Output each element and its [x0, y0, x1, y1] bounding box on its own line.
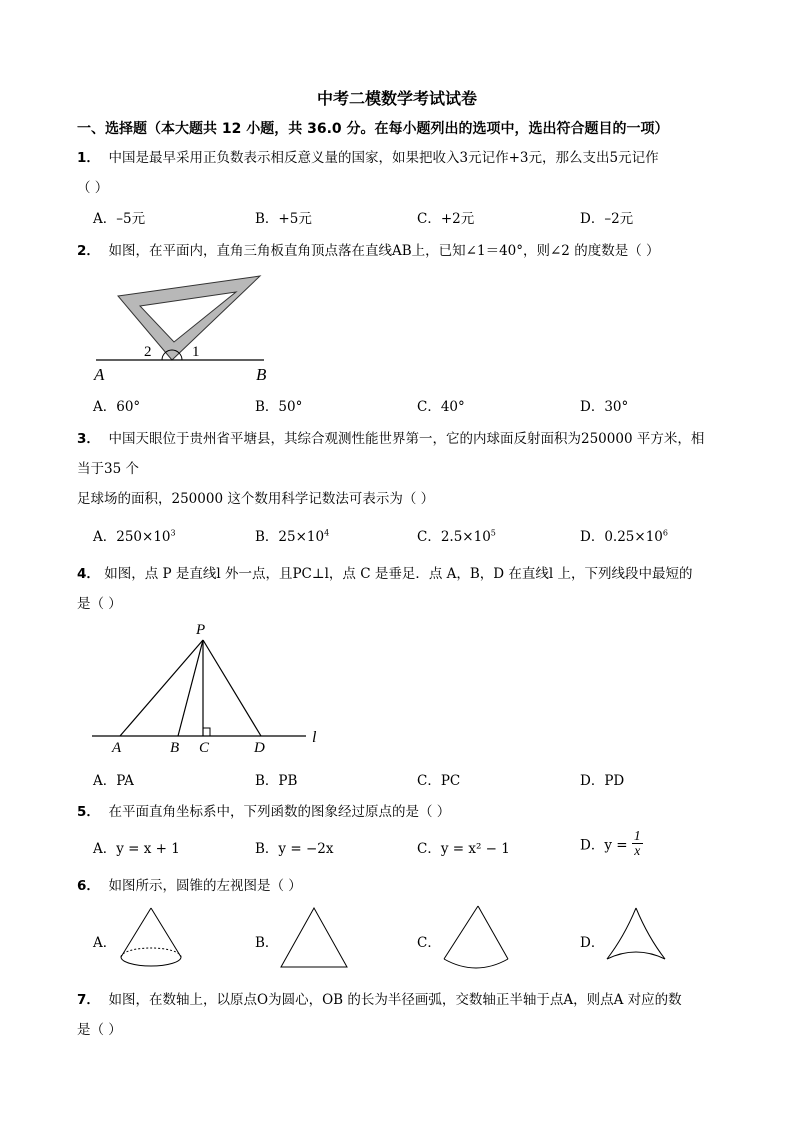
page-title: 中考二模数学考试试卷 [316, 89, 477, 108]
option-b[interactable]: B．$25\times 10^4$ [255, 528, 330, 545]
question-4-line2: 是（ ） [77, 596, 122, 612]
question-number: 6． [77, 878, 100, 894]
point-a-label: A [112, 740, 122, 756]
point-a-label: A [94, 365, 105, 384]
question-text: 中国天眼位于贵州省平塘县，其综合观测性能世界第一，它的内球面反射面积为250000 平方米，相 [108, 431, 705, 447]
option-a[interactable]: A． [93, 935, 117, 951]
sector-convex-icon[interactable] [440, 903, 512, 973]
perpendicular-figure [88, 618, 328, 758]
angle-2-label: 2 [144, 344, 152, 360]
point-b-label: B [170, 740, 180, 756]
option-d[interactable]: D． [580, 935, 605, 951]
point-p-label: P [196, 622, 206, 638]
right-angle-mark [203, 728, 210, 736]
option-c[interactable]: C．PC [417, 773, 461, 789]
fraction-1-over-x: $\frac{1}{x}$ [633, 828, 641, 858]
option-c[interactable]: C．+2元 [417, 211, 475, 227]
option-c[interactable]: C．40° [417, 399, 465, 415]
question-5 [77, 800, 450, 820]
question-number: 3． [77, 431, 100, 447]
question-number: 2． [77, 243, 100, 259]
question-3-line3: 足球场的面积，250000 这个数用科学记数法可表示为（ ） [77, 491, 435, 507]
question-3 [77, 427, 704, 447]
option-b[interactable]: B．PB [255, 773, 298, 789]
option-c[interactable]: C．$2.5\times 10^5$ [417, 528, 496, 545]
option-b[interactable]: B．50° [255, 399, 303, 415]
question-1 [77, 146, 659, 166]
point-d-label: D [254, 740, 265, 756]
question-number: 4． [77, 566, 100, 582]
option-c[interactable]: C．y = x² − 1 [417, 841, 510, 857]
question-text: 如图，点 P 是直线l 外一点，且PC⊥l，点 C 是垂足．点 A，B，D 在直线l 上，下列线段中最短的 [104, 566, 693, 582]
option-d[interactable]: D．30° [580, 399, 629, 415]
option-b[interactable]: B． [255, 935, 279, 951]
cone-3d-icon[interactable] [117, 905, 185, 971]
angle-1-label: 1 [192, 344, 200, 360]
question-1-bracket: （ ） [77, 180, 109, 196]
question-text: 中国是最早采用正负数表示相反意义量的国家，如果把收入3元记作+3元，那么支出5元记作 [108, 150, 659, 166]
segment-pd [203, 640, 261, 736]
option-d[interactable]: D．y = $\frac{1}{x}$ [580, 828, 641, 858]
option-a[interactable]: A．$250\times 10^3$ [93, 528, 176, 545]
line-l-label: l [312, 729, 317, 746]
option-a[interactable]: A．60° [93, 399, 141, 415]
option-a[interactable]: A．PA [93, 773, 134, 789]
question-7 [77, 988, 682, 1008]
triangle-view-icon[interactable] [278, 905, 350, 971]
question-text: 如图，在数轴上，以原点O为圆心，OB 的长为半径画弧，交数轴正半轴于点A，则点A 对应的数 [108, 992, 682, 1008]
question-4 [77, 562, 693, 582]
option-d[interactable]: D．PD [580, 773, 625, 789]
option-d[interactable]: D．$0.25\times 10^6$ [580, 528, 668, 545]
point-c-label: C [199, 740, 210, 756]
option-b[interactable]: B．+5元 [255, 211, 312, 227]
triangle-ruler-figure [88, 266, 278, 388]
question-number: 1． [77, 150, 100, 166]
question-3-line2: 当于35 个 [77, 461, 139, 477]
option-c[interactable]: C． [417, 935, 441, 951]
option-a[interactable]: A．–5元 [93, 211, 146, 227]
option-b[interactable]: B．y = −2x [255, 841, 334, 857]
section-header: 一、选择题（本大题共 12 小题，共 36.0 分。在每小题列出的选项中，选出符合题目的一项） [77, 121, 669, 137]
question-7-line2: 是（ ） [77, 1022, 122, 1038]
option-d[interactable]: D．–2元 [580, 211, 634, 227]
question-2 [77, 239, 659, 259]
question-number: 5． [77, 804, 100, 820]
question-text: 在平面直角坐标系中，下列函数的图象经过原点的是（ ） [108, 804, 451, 820]
question-number: 7． [77, 992, 100, 1008]
concave-triangle-icon[interactable] [604, 905, 668, 965]
option-a[interactable]: A．y = x + 1 [93, 841, 180, 857]
question-text: 如图所示，圆锥的左视图是（ ） [108, 878, 302, 894]
point-b-label: B [256, 365, 267, 384]
question-text: 如图，在平面内，直角三角板直角顶点落在直线AB上，已知∠1＝40°，则∠2 的度数是（ ） [108, 243, 660, 259]
question-6 [77, 874, 302, 894]
